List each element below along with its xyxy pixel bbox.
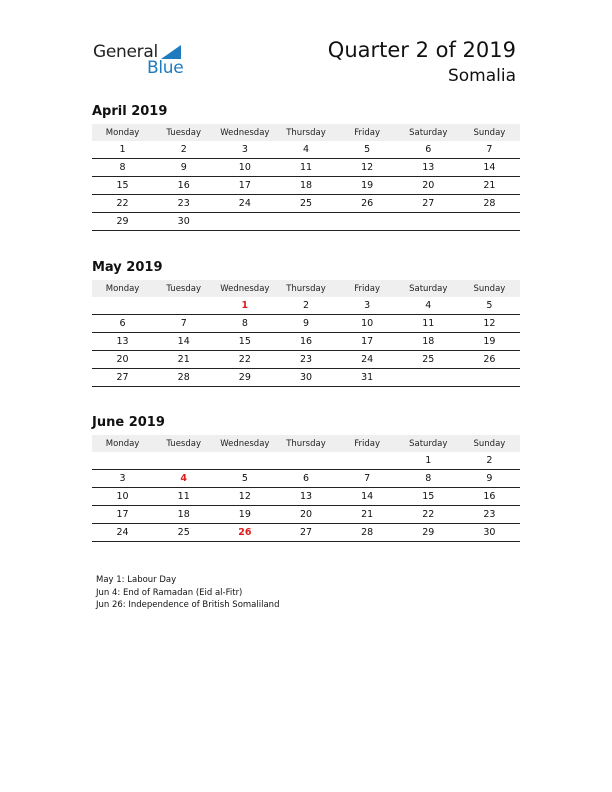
month-calendar [92,414,520,542]
day-cell: 22 [92,195,153,213]
weekday-header: Friday [337,435,398,452]
day-cell: 14 [153,333,214,351]
empty-day-cell [337,213,398,231]
holiday-notes [96,574,279,612]
day-cell: 23 [275,351,336,369]
day-cell: 28 [459,195,520,213]
weekday-header: Thursday [275,435,336,452]
month-title: April 2019 [92,104,168,119]
day-cell: 5 [337,141,398,159]
day-cell: 10 [214,159,275,177]
day-cell: 1 [92,141,153,159]
logo-blue-text: Blue [147,58,184,78]
country-name: Somalia [447,66,516,86]
week-row [92,506,520,524]
holiday-day-cell: 26 [214,524,275,542]
day-cell: 5 [214,470,275,488]
day-cell: 19 [459,333,520,351]
month-calendar [92,259,520,387]
week-row [92,351,520,369]
day-cell: 30 [275,369,336,387]
day-cell: 29 [214,369,275,387]
calendar-table [92,280,520,387]
empty-day-cell [337,452,398,470]
month-title: June 2019 [92,415,165,430]
day-cell: 16 [459,488,520,506]
day-cell: 22 [214,351,275,369]
day-cell: 13 [275,488,336,506]
day-cell: 12 [214,488,275,506]
day-cell: 21 [459,177,520,195]
day-cell: 15 [398,488,459,506]
day-cell: 18 [153,506,214,524]
day-cell: 10 [92,488,153,506]
weekday-header: Monday [92,280,153,297]
day-cell: 10 [337,315,398,333]
weekday-header: Monday [92,124,153,141]
weekday-header: Thursday [275,124,336,141]
day-cell: 13 [92,333,153,351]
day-cell: 28 [337,524,398,542]
day-cell: 8 [92,159,153,177]
empty-day-cell [398,369,459,387]
week-row [92,333,520,351]
weekday-header: Sunday [459,280,520,297]
empty-day-cell [92,297,153,315]
week-row [92,159,520,177]
week-row [92,297,520,315]
day-cell: 15 [214,333,275,351]
day-cell: 9 [153,159,214,177]
day-cell: 15 [92,177,153,195]
day-cell: 25 [153,524,214,542]
weekday-header: Saturday [398,435,459,452]
day-cell: 18 [275,177,336,195]
weekday-header: Sunday [459,435,520,452]
generalblue-logo [93,42,193,78]
weekday-header: Tuesday [153,435,214,452]
day-cell: 7 [337,470,398,488]
week-row [92,213,520,231]
holiday-note: May 1: Labour Day [96,575,177,585]
day-cell: 20 [398,177,459,195]
day-cell: 23 [459,506,520,524]
day-cell: 25 [398,351,459,369]
day-cell: 2 [275,297,336,315]
day-cell: 12 [337,159,398,177]
day-cell: 31 [337,369,398,387]
day-cell: 28 [153,369,214,387]
day-cell: 9 [459,470,520,488]
day-cell: 24 [337,351,398,369]
empty-day-cell [459,213,520,231]
day-cell: 3 [214,141,275,159]
week-row [92,177,520,195]
day-cell: 29 [92,213,153,231]
day-cell: 19 [214,506,275,524]
empty-day-cell [153,452,214,470]
week-row [92,141,520,159]
empty-day-cell [214,452,275,470]
holiday-day-cell: 4 [153,470,214,488]
week-row [92,488,520,506]
day-cell: 27 [275,524,336,542]
day-cell: 30 [459,524,520,542]
weekday-header: Wednesday [214,435,275,452]
day-cell: 21 [337,506,398,524]
day-cell: 5 [459,297,520,315]
day-cell: 17 [337,333,398,351]
day-cell: 25 [275,195,336,213]
day-cell: 18 [398,333,459,351]
weekday-header: Wednesday [214,124,275,141]
day-cell: 30 [153,213,214,231]
day-cell: 4 [398,297,459,315]
day-cell: 16 [275,333,336,351]
empty-day-cell [275,213,336,231]
logo-general-text: General [93,42,158,62]
weekday-header: Saturday [398,280,459,297]
weekday-header: Tuesday [153,124,214,141]
day-cell: 19 [337,177,398,195]
day-cell: 8 [214,315,275,333]
day-cell: 29 [398,524,459,542]
empty-day-cell [275,452,336,470]
day-cell: 20 [92,351,153,369]
day-cell: 11 [153,488,214,506]
day-cell: 27 [398,195,459,213]
calendar-table [92,124,520,231]
day-cell: 6 [275,470,336,488]
day-cell: 6 [92,315,153,333]
day-cell: 7 [153,315,214,333]
empty-day-cell [459,369,520,387]
holiday-note: Jun 4: End of Ramadan (Eid al-Fitr) [96,587,243,598]
weekday-header: Tuesday [153,280,214,297]
week-row [92,369,520,387]
day-cell: 20 [275,506,336,524]
day-cell: 14 [459,159,520,177]
weekday-header: Wednesday [214,280,275,297]
weekday-header: Saturday [398,124,459,141]
day-cell: 7 [459,141,520,159]
weekday-header: Monday [92,435,153,452]
day-cell: 22 [398,506,459,524]
day-cell: 11 [275,159,336,177]
day-cell: 4 [275,141,336,159]
day-cell: 26 [337,195,398,213]
day-cell: 17 [92,506,153,524]
empty-day-cell [398,213,459,231]
day-cell: 9 [275,315,336,333]
empty-day-cell [92,452,153,470]
weekday-header-row [92,124,520,141]
day-cell: 1 [398,452,459,470]
day-cell: 11 [398,315,459,333]
day-cell: 2 [459,452,520,470]
day-cell: 2 [153,141,214,159]
holiday-day-cell: 1 [214,297,275,315]
weekday-header: Friday [337,124,398,141]
week-row [92,195,520,213]
week-row [92,315,520,333]
weekday-header-row [92,280,520,297]
month-calendar [92,103,520,231]
week-row [92,524,520,542]
empty-day-cell [214,213,275,231]
holiday-note: Jun 26: Independence of British Somaliland [96,600,280,610]
page-title: Quarter 2 of 2019 [327,38,516,62]
month-title: May 2019 [92,260,163,275]
day-cell: 3 [337,297,398,315]
day-cell: 13 [398,159,459,177]
day-cell: 21 [153,351,214,369]
day-cell: 24 [92,524,153,542]
empty-day-cell [153,297,214,315]
day-cell: 17 [214,177,275,195]
weekday-header: Sunday [459,124,520,141]
day-cell: 23 [153,195,214,213]
day-cell: 3 [92,470,153,488]
weekday-header-row [92,435,520,452]
week-row [92,452,520,470]
day-cell: 14 [337,488,398,506]
weekday-header: Thursday [275,280,336,297]
calendar-table [92,435,520,542]
day-cell: 27 [92,369,153,387]
day-cell: 16 [153,177,214,195]
day-cell: 12 [459,315,520,333]
weekday-header: Friday [337,280,398,297]
day-cell: 24 [214,195,275,213]
day-cell: 26 [459,351,520,369]
day-cell: 6 [398,141,459,159]
week-row [92,470,520,488]
logo-triangle-icon [161,45,181,59]
day-cell: 8 [398,470,459,488]
